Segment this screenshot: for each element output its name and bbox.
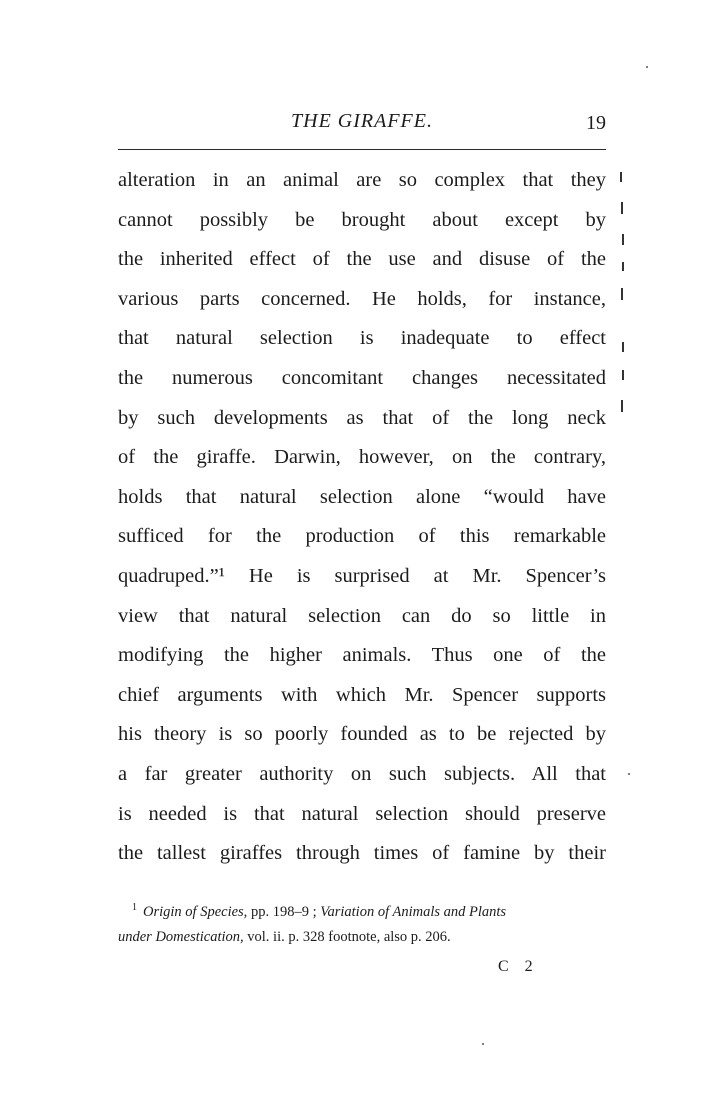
text-line: the tallest giraffes through times of famine by their bbox=[118, 842, 606, 865]
footnote-reference: vol. ii. p. 328 footnote, also p. 206. bbox=[243, 928, 451, 945]
text-line: view that natural selection can do so little in bbox=[118, 604, 606, 627]
scan-speck bbox=[482, 1043, 484, 1045]
page-number: 19 bbox=[586, 112, 606, 134]
footnote-line bbox=[118, 895, 606, 925]
text-line: various parts concerned. He holds, for instance, bbox=[118, 287, 606, 310]
text-line: a far greater authority on such subjects. All that bbox=[118, 762, 606, 785]
text-line: sufficed for the production of this remarkable bbox=[118, 525, 606, 548]
text-line: the inherited effect of the use and disuse of the bbox=[118, 248, 606, 271]
text-line: that natural selection is inadequate to effect bbox=[118, 327, 606, 350]
footnote-marker: 1 bbox=[132, 902, 137, 913]
text-line: modifying the higher animals. Thus one of the bbox=[118, 644, 606, 667]
footnote-work-title: under Domestication, bbox=[118, 928, 244, 945]
footnote-work-title: Origin of Species, bbox=[143, 903, 248, 920]
header-rule bbox=[118, 149, 606, 150]
body-text bbox=[118, 161, 606, 874]
signature-mark: C 2 bbox=[498, 958, 539, 975]
running-head bbox=[118, 106, 606, 138]
text-line: cannot possibly be brought about except by bbox=[118, 208, 606, 231]
text-line: the numerous concomitant changes necessitated bbox=[118, 366, 606, 389]
footnote-work-title: Variation of Animals and Plants bbox=[320, 903, 507, 920]
scan-speck bbox=[628, 773, 630, 775]
scan-speck bbox=[646, 66, 648, 68]
text-line: by such developments as that of the long neck bbox=[118, 406, 606, 429]
text-line: quadruped.”¹ He is surprised at Mr. Spencer’s bbox=[118, 564, 606, 587]
running-head-title: THE GIRAFFE. bbox=[291, 110, 433, 132]
text-line: chief arguments with which Mr. Spencer supports bbox=[118, 683, 606, 706]
margin-scan-marks bbox=[610, 170, 630, 450]
footnote bbox=[118, 895, 606, 950]
text-line: his theory is so poorly founded as to be rejected by bbox=[118, 723, 606, 746]
text-line: of the giraffe. Darwin, however, on the contrary, bbox=[118, 446, 606, 469]
text-line: alteration in an animal are so complex that they bbox=[118, 169, 606, 191]
footnote-line bbox=[118, 925, 606, 950]
text-line: holds that natural selection alone “would have bbox=[118, 485, 606, 508]
footnote-pages: pp. 198–9 ; bbox=[247, 903, 321, 920]
text-line: is needed is that natural selection should preserve bbox=[118, 802, 606, 825]
